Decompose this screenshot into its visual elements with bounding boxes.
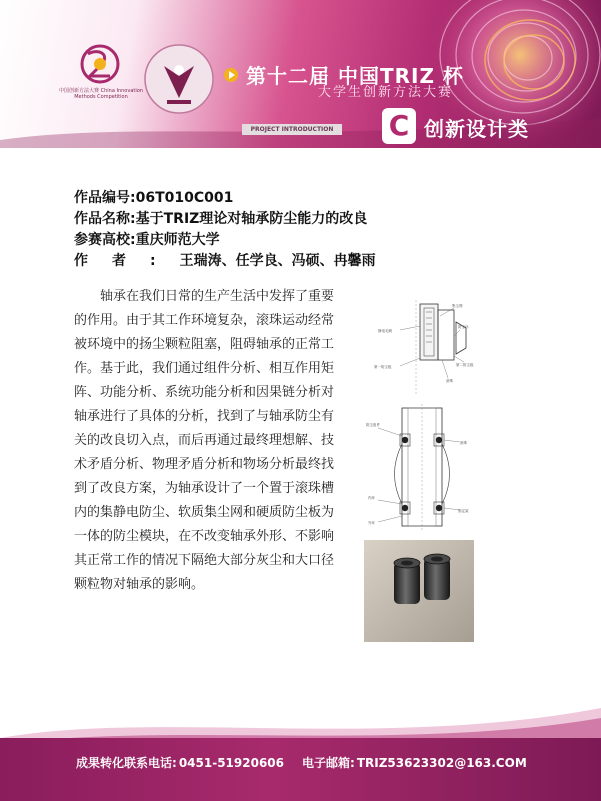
footer-contact — [76, 754, 529, 771]
header-banner — [0, 0, 601, 148]
competition-emblem-icon — [140, 40, 218, 118]
fig2-label: 内环 — [368, 496, 375, 500]
category-badge: C — [382, 108, 416, 144]
project-authors: 作者:王瑞涛、任学良、冯硕、冉馨雨 — [74, 253, 376, 269]
fig2-label: 滚珠 — [460, 441, 467, 445]
logo-left-text: 中国创新方法大赛 China Innovation Methods Competition — [59, 88, 143, 100]
project-intro-label: PROJECT INTRODUCTION — [242, 124, 342, 135]
cimc-logo-icon — [58, 42, 142, 112]
fig1-label: 滚珠 — [446, 379, 453, 383]
title-main: 第十二届 中国TRIZ 杯 — [246, 64, 464, 88]
fig2-label: 固定架 — [458, 509, 469, 513]
bearing-assembly-diagram — [364, 404, 474, 532]
bearing-photo — [364, 540, 474, 642]
project-meta — [74, 188, 544, 272]
fig1-label: 防尘环 — [458, 325, 469, 329]
project-school: 参赛高校:重庆师范大学 — [74, 232, 220, 248]
email-value: TRIZ53623302@163.COM — [356, 756, 527, 770]
fig2-label: 防尘组件 — [366, 423, 380, 427]
project-name: 作品名称:基于TRIZ理论对轴承防尘能力的改良 — [74, 211, 368, 227]
title-sub: 大学生创新方法大赛 — [318, 85, 454, 100]
fig1-label: 集尘网 — [452, 304, 463, 308]
fig1-label: 静电毛刷 — [378, 329, 392, 333]
phone-label: 成果转化联系电话: — [76, 756, 177, 770]
fig1-label: 第二防尘板 — [456, 363, 474, 367]
fig1-label: 第一防尘板 — [374, 365, 392, 369]
fig2-label: 外环 — [368, 521, 375, 525]
bearing-photo-image — [364, 540, 474, 642]
email-label: 电子邮箱: — [302, 756, 355, 770]
bearing-section-diagram — [364, 296, 474, 400]
project-id: 作品编号:06T010C001 — [74, 190, 234, 206]
phone-value: 0451-51920606 — [178, 756, 284, 770]
project-description: 轴承在我们日常的生产生活中发挥了重要的作用。由于其工作环境复杂，滚珠运动经常被环境中的扬尘颗粒阻塞，阻碍轴承的正常工作。基于此，我们通过组件分析、相互作用矩阵、功能分析、系统功能分析和因果链分析对轴承进行了具体的分析，找到了与轴承防尘有关的改良切入点，而后再通过最终理想解、技术矛盾分析、物理矛盾分析和物场分析最终找到了改良方案，为轴承设计了一个置于滚珠槽内的集静电防尘、软质集尘网和硬质防尘板为一体的防尘模块，在不改变轴承外形、不影响其正常工作的情况下隔绝大部分灰尘和大口径颗粒物对轴承的影响。 — [74, 289, 335, 592]
play-arrow-icon — [224, 68, 238, 82]
category-label: 创新设计类 — [424, 117, 529, 141]
